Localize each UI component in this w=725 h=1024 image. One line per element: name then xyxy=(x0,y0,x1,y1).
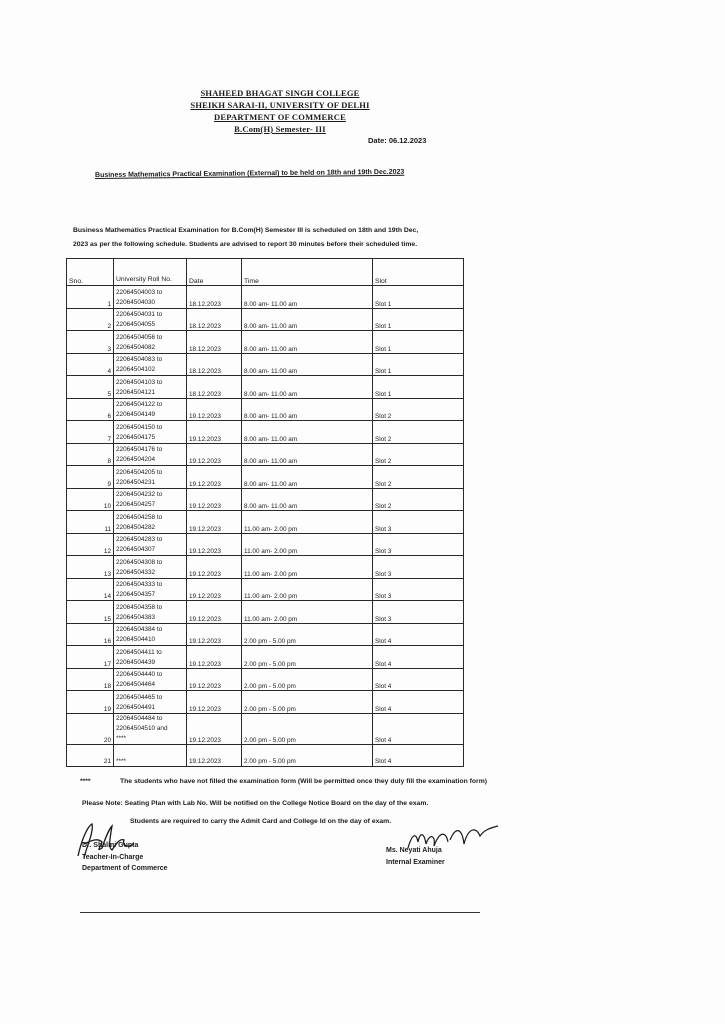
cell-roll xyxy=(114,556,187,579)
cell-sno: 16 xyxy=(67,623,114,646)
cell-time: 8.00 am- 11.00 am xyxy=(242,286,373,309)
cell-date: 19.12.2023 xyxy=(187,601,242,624)
header-slot: Slot xyxy=(373,259,464,286)
header-time: Time xyxy=(242,259,373,286)
cell-time: 2.00 pm - 5.00 pm xyxy=(242,713,373,744)
cell-time: 11.00 am- 2.00 pm xyxy=(242,533,373,556)
roll-start: 22064504283 to xyxy=(116,536,163,543)
table-row xyxy=(67,286,464,309)
cell-slot: Slot 4 xyxy=(373,646,464,669)
college-name: SHAHEED BHAGAT SINGH COLLEGE xyxy=(200,88,360,98)
cell-roll xyxy=(114,578,187,601)
cell-roll: **** xyxy=(114,744,187,767)
signatory-left-dept: Department of Commerce xyxy=(82,865,168,872)
signatory-right xyxy=(386,845,445,868)
roll-start: 22064504150 to xyxy=(116,423,163,431)
cell-sno: 6 xyxy=(67,398,114,421)
header-sno: Sno. xyxy=(67,259,114,286)
table-row xyxy=(67,466,464,489)
cell-sno: 20 xyxy=(67,713,114,744)
cell-date: 19.12.2023 xyxy=(187,466,242,489)
cell-time: 2.00 pm - 5.00 pm xyxy=(242,691,373,714)
roll-end: 22064504383 xyxy=(116,613,156,621)
cell-sno: 18 xyxy=(67,668,114,691)
cell-time: 8.00 am- 11.00 am xyxy=(242,466,373,489)
table-row-21 xyxy=(67,744,464,767)
cell-sno: 9 xyxy=(67,466,114,489)
note-unfilled-forms xyxy=(80,778,487,785)
cell-slot: Slot 4 xyxy=(373,623,464,646)
table-row xyxy=(67,421,464,444)
table-row xyxy=(67,601,464,624)
roll-start: 22064504056 to xyxy=(116,333,163,341)
footer-divider xyxy=(80,912,480,913)
roll-start: 22064504103 to xyxy=(116,378,163,386)
roll-end: 22064504464 xyxy=(116,681,156,688)
cell-time: 8.00 am- 11.00 am xyxy=(242,421,373,444)
table-header-row xyxy=(67,259,464,286)
cell-slot: Slot 4 xyxy=(373,713,464,744)
cell-slot: Slot 2 xyxy=(373,421,464,444)
signatory-right-name: Ms. Neyati Ahuja xyxy=(386,847,442,854)
cell-date: 19.12.2023 xyxy=(187,398,242,421)
roll-start: 22064504465 to xyxy=(116,693,163,701)
cell-roll xyxy=(114,691,187,714)
cell-roll xyxy=(114,466,187,489)
cell-slot: Slot 3 xyxy=(373,601,464,624)
cell-sno: 10 xyxy=(67,488,114,511)
table-row-20 xyxy=(67,713,464,744)
cell-sno: 17 xyxy=(67,646,114,669)
cell-slot: Slot 1 xyxy=(373,331,464,354)
cell-roll xyxy=(114,331,187,354)
cell-time: 8.00 am- 11.00 am xyxy=(242,376,373,399)
cell-time: 2.00 pm - 5.00 pm xyxy=(242,646,373,669)
table-row xyxy=(67,376,464,399)
cell-time: 11.00 am- 2.00 pm xyxy=(242,511,373,534)
cell-roll xyxy=(114,511,187,534)
roll-end: 22064504357 xyxy=(116,591,156,598)
cell-time: 11.00 am- 2.00 pm xyxy=(242,556,373,579)
table-row xyxy=(67,308,464,331)
cell-date: 18.12.2023 xyxy=(187,308,242,331)
cell-time: 2.00 pm - 5.00 pm xyxy=(242,668,373,691)
cell-date: 19.12.2023 xyxy=(187,488,242,511)
schedule-table xyxy=(66,258,464,767)
cell-slot: Slot 1 xyxy=(373,308,464,331)
cell-sno: 3 xyxy=(67,331,114,354)
roll-end: 22064504491 xyxy=(116,703,156,711)
cell-sno: 1 xyxy=(67,286,114,309)
cell-sno: 12 xyxy=(67,533,114,556)
cell-date: 19.12.2023 xyxy=(187,443,242,466)
document-date: Date: 06.12.2023 xyxy=(368,136,427,145)
cell-slot: Slot 4 xyxy=(373,744,464,767)
roll-start: 22064504176 to xyxy=(116,446,163,453)
signatory-left-role: Teacher-In-Charge xyxy=(82,853,144,861)
table-row xyxy=(67,331,464,354)
intro-paragraph xyxy=(73,224,473,252)
roll-start: 22064504411 to xyxy=(116,648,162,656)
roll-end: 22064504307 xyxy=(116,546,156,553)
cell-roll xyxy=(114,443,187,466)
cell-slot: Slot 3 xyxy=(373,533,464,556)
header-date: Date xyxy=(187,259,242,286)
cell-roll xyxy=(114,421,187,444)
cell-time: 8.00 am- 11.00 am xyxy=(242,398,373,421)
table-row xyxy=(67,488,464,511)
cell-sno: 14 xyxy=(67,578,114,601)
cell-time: 8.00 am- 11.00 am xyxy=(242,331,373,354)
table-row xyxy=(67,668,464,691)
cell-slot: Slot 1 xyxy=(373,286,464,309)
cell-date: 18.12.2023 xyxy=(187,376,242,399)
signatory-right-role: Internal Examiner xyxy=(386,858,445,866)
cell-time: 2.00 pm - 5.00 pm xyxy=(242,623,373,646)
roll-start: 22064504083 to xyxy=(116,356,163,363)
cell-sno: 7 xyxy=(67,421,114,444)
document-subject: Business Mathematics Practical Examination (External) to be held on 18th and 19th Dec.2023 xyxy=(94,168,405,179)
cell-time: 2.00 pm - 5.00 pm xyxy=(242,744,373,767)
cell-sno: 11 xyxy=(67,511,114,534)
cell-time: 8.00 am- 11.00 am xyxy=(242,353,373,376)
cell-date: 19.12.2023 xyxy=(187,744,242,767)
roll-end: 22064504510 and xyxy=(116,724,168,732)
cell-sno: 21 xyxy=(67,744,114,767)
table-row xyxy=(67,556,464,579)
cell-roll xyxy=(114,488,187,511)
cell-time: 11.00 am- 2.00 pm xyxy=(242,601,373,624)
table-row xyxy=(67,623,464,646)
cell-date: 19.12.2023 xyxy=(187,713,242,744)
roll-end: 22064504030 xyxy=(116,298,156,306)
note-stars: **** xyxy=(80,778,91,785)
roll-end: 22064504282 xyxy=(116,523,156,531)
table-row xyxy=(67,578,464,601)
roll-start: 22064504205 to xyxy=(116,468,163,476)
header-roll: University Roll No. xyxy=(114,259,187,286)
table-row xyxy=(67,691,464,714)
cell-time: 8.00 am- 11.00 am xyxy=(242,488,373,511)
roll-end: 22064504410 xyxy=(116,636,156,643)
roll-start: 22064504003 to xyxy=(116,288,163,296)
roll-start: 22064504258 to xyxy=(116,513,163,521)
roll-start: 22064504384 to xyxy=(116,626,163,633)
cell-sno: 13 xyxy=(67,556,114,579)
college-address: SHEIKH SARAI-II, UNIVERSITY OF DELHI xyxy=(190,100,370,110)
roll-end: 22064504204 xyxy=(116,456,156,463)
note-admit-card: Students are required to carry the Admit Card and College Id on the day of exam. xyxy=(130,818,392,825)
cell-roll xyxy=(114,623,187,646)
roll-start: 22064504440 to xyxy=(116,671,163,678)
cell-slot: Slot 3 xyxy=(373,556,464,579)
note-seating-plan: Please Note: Seating Plan with Lab No. Will be notified on the College Notice Board on the day of the exam. xyxy=(82,800,429,807)
cell-date: 19.12.2023 xyxy=(187,578,242,601)
table-row xyxy=(67,511,464,534)
roll-start: 22064504031 to xyxy=(116,311,163,318)
roll-start: 22064504358 to xyxy=(116,603,163,611)
signatory-left xyxy=(82,840,168,875)
cell-date: 19.12.2023 xyxy=(187,691,242,714)
cell-sno: 5 xyxy=(67,376,114,399)
cell-date: 18.12.2023 xyxy=(187,286,242,309)
roll-end: 22064504332 xyxy=(116,568,156,576)
cell-roll xyxy=(114,601,187,624)
cell-sno: 19 xyxy=(67,691,114,714)
cell-time: 8.00 am- 11.00 am xyxy=(242,308,373,331)
roll-end: 22064504231 xyxy=(116,478,156,486)
cell-roll xyxy=(114,646,187,669)
cell-slot: Slot 2 xyxy=(373,466,464,489)
cell-date: 19.12.2023 xyxy=(187,421,242,444)
table-row xyxy=(67,443,464,466)
cell-slot: Slot 3 xyxy=(373,511,464,534)
cell-slot: Slot 2 xyxy=(373,488,464,511)
table-row xyxy=(67,398,464,421)
cell-slot: Slot 1 xyxy=(373,353,464,376)
cell-date: 19.12.2023 xyxy=(187,511,242,534)
cell-roll xyxy=(114,286,187,309)
roll-start: 22064504232 to xyxy=(116,491,163,498)
roll-end: 22064504121 xyxy=(116,388,156,396)
cell-sno: 4 xyxy=(67,353,114,376)
cell-time: 11.00 am- 2.00 pm xyxy=(242,578,373,601)
roll-extra: **** xyxy=(116,734,126,742)
roll-end: 22064504257 xyxy=(116,501,156,508)
signatory-left-name: Dr. Shalini Gupta xyxy=(82,842,139,849)
cell-sno: 2 xyxy=(67,308,114,331)
table-row xyxy=(67,533,464,556)
roll-start: 22064504333 to xyxy=(116,581,163,588)
cell-sno: 15 xyxy=(67,601,114,624)
roll-end: 22064504149 xyxy=(116,411,156,418)
cell-date: 19.12.2023 xyxy=(187,533,242,556)
cell-roll xyxy=(114,308,187,331)
cell-sno: 8 xyxy=(67,443,114,466)
roll-start: 22064504484 to xyxy=(116,714,163,722)
cell-roll xyxy=(114,376,187,399)
cell-roll xyxy=(114,713,187,744)
course-name: B.Com(H) Semester- III xyxy=(234,124,326,134)
cell-date: 19.12.2023 xyxy=(187,556,242,579)
cell-slot: Slot 2 xyxy=(373,443,464,466)
cell-roll xyxy=(114,668,187,691)
cell-date: 18.12.2023 xyxy=(187,353,242,376)
cell-slot: Slot 3 xyxy=(373,578,464,601)
cell-slot: Slot 4 xyxy=(373,668,464,691)
cell-slot: Slot 1 xyxy=(373,376,464,399)
cell-roll xyxy=(114,398,187,421)
cell-date: 19.12.2023 xyxy=(187,668,242,691)
cell-date: 19.12.2023 xyxy=(187,623,242,646)
roll-end: 22064504175 xyxy=(116,433,156,441)
cell-roll xyxy=(114,533,187,556)
roll-end: 22064504439 xyxy=(116,658,156,666)
cell-slot: Slot 4 xyxy=(373,691,464,714)
cell-date: 19.12.2023 xyxy=(187,646,242,669)
cell-date: 18.12.2023 xyxy=(187,331,242,354)
cell-roll xyxy=(114,353,187,376)
cell-slot: Slot 2 xyxy=(373,398,464,421)
intro-line-2: 2023 as per the following schedule. Students are advised to report 30 minutes before their scheduled time. xyxy=(73,241,418,248)
table-row xyxy=(67,353,464,376)
roll-end: 22064504082 xyxy=(116,343,156,351)
roll-start: 22064504122 to xyxy=(116,401,163,408)
note-unfilled-text: The students who have not filled the examination form (Will be permitted once they duly fill the examination form) xyxy=(120,778,488,785)
roll-end: 22064504102 xyxy=(116,366,156,373)
table-row xyxy=(67,646,464,669)
roll-start: 22064504308 to xyxy=(116,558,163,566)
cell-time: 8.00 am- 11.00 am xyxy=(242,443,373,466)
roll-end: 22064504055 xyxy=(116,321,156,328)
intro-line-1: Business Mathematics Practical Examination for B.Com(H) Semester III is scheduled on 18th and 19th Dec, xyxy=(73,227,419,234)
department-name: DEPARTMENT OF COMMERCE xyxy=(214,112,346,122)
